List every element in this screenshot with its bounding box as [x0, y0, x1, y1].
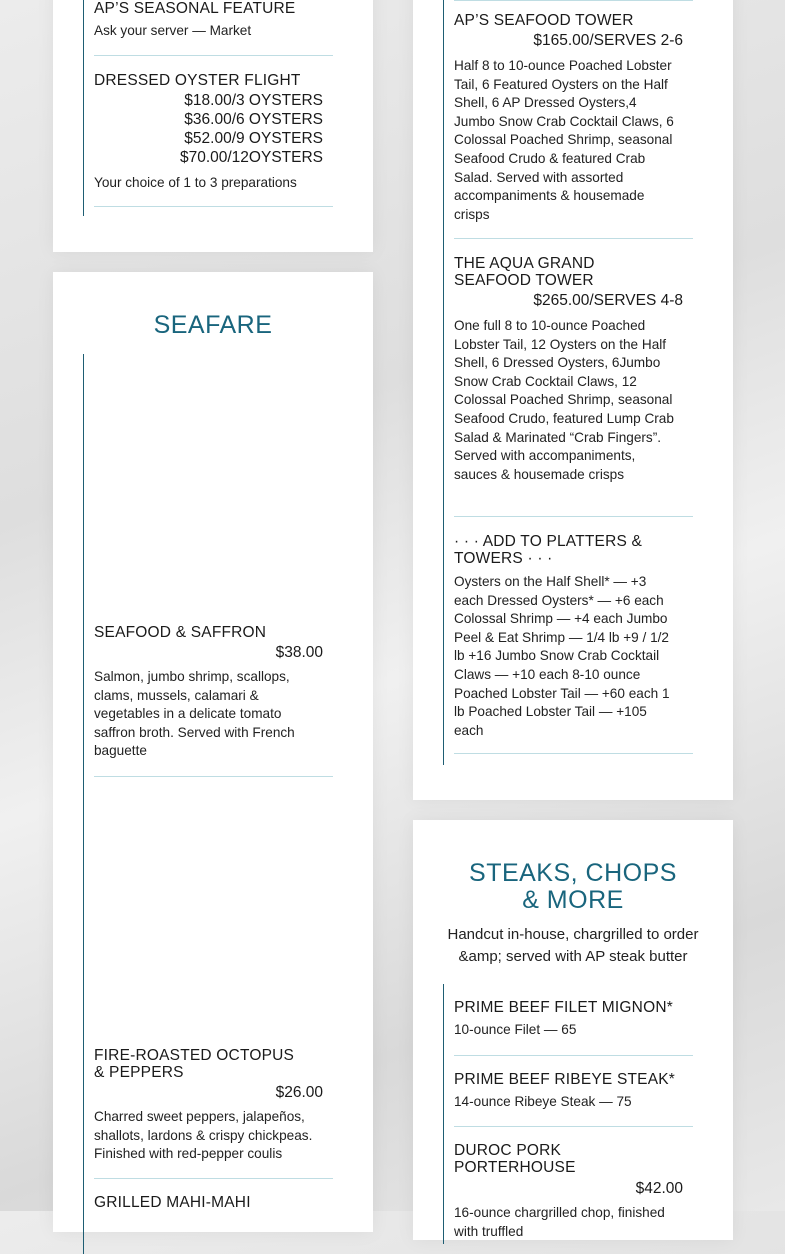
menu-item-dressed-oyster-flight — [94, 72, 323, 193]
item-divider — [94, 776, 333, 777]
menu-item-add-to-platters — [454, 533, 693, 740]
item-description: 16-ounce chargrilled chop, finished with truffled — [454, 1205, 665, 1239]
item-divider — [454, 516, 693, 517]
item-name: DRESSED OYSTER FLIGHT — [94, 72, 301, 89]
item-divider — [454, 0, 693, 1]
item-description: 14-ounce Ribeye Steak — 75 — [454, 1094, 632, 1109]
item-divider — [94, 206, 333, 207]
section-title: SEAFARE — [153, 311, 273, 339]
item-description: Your choice of 1 to 3 preparations — [94, 175, 297, 190]
item-name: DUROC PORK PORTERHOUSE — [454, 1142, 576, 1176]
menu-item-filet-mignon — [454, 999, 693, 1040]
item-price: $36.00/6 OYSTERS — [184, 111, 323, 128]
column-rule — [83, 354, 84, 1254]
item-description: Oysters on the Half Shell* — +3 each Dressed Oysters* — +6 each Colossal Shrimp — +4 each Jumbo Peel & Eat Shrimp — 1/4 lb +9 / 1/2 lb +16 Jumbo Snow Crab Cocktail Claws — +10 each 8-10 ounce Poached Lobster Tail — +60 each 1 lb Poached Lobster Tail — +105 each — [454, 574, 670, 738]
menu-item-ap-seafood-tower — [454, 12, 683, 224]
item-description: Half 8 to 10-ounce Poached Lobster Tail, 6 Featured Oysters on the Half Shell, 6 AP Dressed Oysters,4 Jumbo Snow Crab Cocktail Claws, 6 Colossal Poached Shrimp, seasonal Seafood Crudo & featured Crab Salad. Served with assorted accompaniments & housemade crisps — [454, 58, 674, 222]
item-price: $42.00 — [635, 1180, 683, 1197]
item-divider — [454, 753, 693, 754]
item-name: PRIME BEEF FILET MIGNON* — [454, 999, 673, 1016]
item-divider — [454, 1126, 693, 1127]
column-rule — [83, 0, 84, 216]
item-divider — [94, 55, 333, 56]
item-divider — [94, 1178, 333, 1179]
item-name: AP’S SEASONAL FEATURE — [94, 0, 296, 17]
item-name: · · · ADD TO PLATTERS & TOWERS · · · — [454, 533, 643, 567]
column-rule — [443, 984, 444, 1244]
item-description: Charred sweet peppers, jalapeños, shallots, lardons & crispy chickpeas. Finished with red-pepper coulis — [94, 1109, 313, 1162]
item-name: FIRE-ROASTED OCTOPUS & PEPPERS — [94, 1047, 295, 1081]
menu-item-pork-porterhouse — [454, 1142, 683, 1241]
section-subtitle: Handcut in-house, chargrilled to order &amp; served with AP steak butter — [447, 926, 699, 965]
item-price: $18.00/3 OYSTERS — [184, 92, 323, 109]
item-divider — [454, 238, 693, 239]
item-name: THE AQUA GRAND SEAFOOD TOWER — [454, 255, 595, 289]
menu-item-fire-roasted-octopus — [94, 1047, 323, 1164]
item-description: Salmon, jumbo shrimp, scallops, clams, mussels, calamari & vegetables in a delicate tomato saffron broth. Served with French baguette — [94, 669, 295, 759]
item-price: $70.00/12OYSTERS — [179, 149, 323, 166]
item-name: AP’S SEAFOOD TOWER — [454, 12, 634, 29]
item-price: $265.00/SERVES 4-8 — [533, 292, 683, 309]
item-name: GRILLED MAHI-MAHI — [94, 1194, 251, 1211]
seafare-card — [53, 272, 373, 1232]
item-price: $165.00/SERVES 2-6 — [533, 32, 683, 49]
steaks-card — [413, 820, 733, 1240]
menu-item-ribeye-steak — [454, 1071, 693, 1112]
item-price: $26.00 — [275, 1084, 323, 1101]
item-description: One full 8 to 10-ounce Poached Lobster Tail, 12 Oysters on the Half Shell, 6 Dressed Oysters, 6Jumbo Snow Crab Cocktail Claws, 12 Colossal Poached Shrimp, seasonal Seafood Crudo, featured Lump Crab Salad & Marinated “Crab Fingers”. Served with accompaniments, sauces & housemade crisps — [454, 318, 674, 482]
menu-item-seasonal-feature — [94, 0, 334, 41]
menu-item-seafood-saffron — [94, 624, 323, 761]
item-price: $52.00/9 OYSTERS — [184, 130, 323, 147]
menu-item-grilled-mahi-mahi — [94, 1194, 323, 1211]
item-divider — [454, 1055, 693, 1056]
item-name: SEAFOOD & SAFFRON — [94, 624, 267, 641]
raw-bar-card — [53, 0, 373, 252]
menu-item-aqua-grand-tower — [454, 255, 683, 484]
column-rule — [443, 0, 444, 765]
towers-card — [413, 0, 733, 800]
item-description: 10-ounce Filet — 65 — [454, 1022, 577, 1037]
item-description: Ask your server — Market — [94, 23, 252, 38]
section-title: STEAKS, CHOPS & MORE — [469, 859, 677, 914]
item-price: $38.00 — [275, 644, 323, 661]
item-name: PRIME BEEF RIBEYE STEAK* — [454, 1071, 675, 1088]
